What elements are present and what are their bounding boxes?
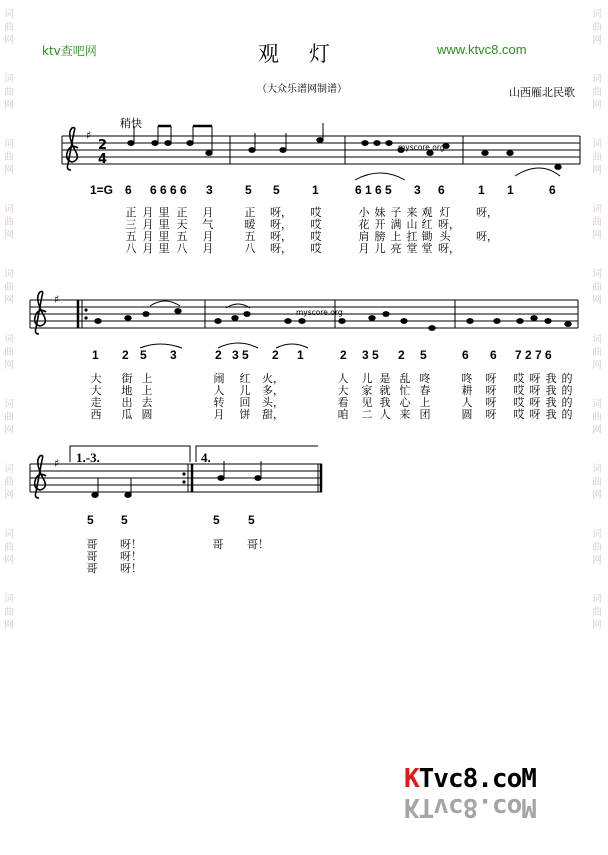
lyric-syllable: 西 — [90, 408, 102, 421]
watermark-char: 曲 — [4, 87, 14, 98]
watermark-char: 词 — [4, 269, 14, 280]
svg-text:♯: ♯ — [86, 129, 92, 142]
watermark-char: 曲 — [4, 347, 14, 358]
lyric-syllable: 五 — [244, 230, 256, 243]
watermark-char: 网 — [4, 425, 14, 436]
lyric-syllable: 儿 — [374, 242, 386, 255]
watermark-char: 词 — [592, 269, 602, 280]
jianpu-number: 5 — [87, 513, 94, 527]
lyric-syllable: 月 — [202, 242, 214, 255]
lyric-syllable: 红 — [421, 218, 433, 231]
lyric-syllable: 呀 — [529, 396, 541, 409]
lyric-syllable: 咚 — [461, 372, 473, 385]
lyric-syllable: 呀 — [485, 408, 497, 421]
lyric-syllable: 见 — [361, 396, 373, 409]
jianpu-number: 6 — [549, 183, 556, 197]
lyric-syllable: 月 — [142, 242, 154, 255]
jianpu-number: 3 5 — [232, 348, 249, 362]
lyric-syllable: 头， — [262, 396, 284, 409]
lyric-syllable: 的 — [561, 408, 573, 421]
lyric-syllable: 哎 — [513, 396, 525, 409]
jianpu-number: 3 — [170, 348, 177, 362]
watermark-char: 词 — [4, 74, 14, 85]
watermark-char: 网 — [592, 165, 602, 176]
lyric-syllable: 八 — [176, 242, 188, 255]
lyric-syllable: 火， — [262, 372, 284, 385]
lyric-syllable: 走 — [90, 396, 102, 409]
watermark-char: 曲 — [4, 152, 14, 163]
watermark-char: 网 — [592, 35, 602, 46]
lyric-syllable: 我 — [545, 384, 557, 397]
key-signature: 1=G — [90, 183, 114, 197]
lyric-syllable: 呀， — [438, 242, 460, 255]
lyric-syllable: 去 — [141, 396, 153, 409]
lyric-syllable: 满 — [390, 218, 402, 231]
watermark-char: 曲 — [592, 477, 602, 488]
treble-clef-icon — [35, 128, 78, 499]
lyric-syllable: 观 — [421, 206, 433, 219]
watermark-char: 词 — [592, 529, 602, 540]
watermark-char: 网 — [4, 100, 14, 111]
lyric-syllable: 月 — [142, 206, 154, 219]
jianpu-number: 2 — [215, 348, 222, 362]
jianpu-number: 6 — [438, 183, 445, 197]
lyric-syllable: 甜， — [262, 408, 284, 421]
lyric-syllable: 呀， — [270, 242, 292, 255]
lyric-syllable: 天 — [176, 218, 188, 231]
lyric-syllable: 上 — [141, 384, 153, 397]
watermark-char: 曲 — [592, 412, 602, 423]
lyric-syllable: 呀！ — [120, 550, 142, 563]
lyric-syllable: 妹 — [374, 206, 386, 219]
jianpu-number: 5 — [273, 183, 280, 197]
lyric-syllable: 看 — [337, 396, 349, 409]
watermark-char: 曲 — [592, 282, 602, 293]
svg-text:2: 2 — [98, 138, 108, 153]
lyric-syllable: 呀， — [270, 218, 292, 231]
watermark-char: 网 — [592, 555, 602, 566]
jianpu-number: 2 — [340, 348, 347, 362]
lyric-syllable: 街 — [121, 372, 133, 385]
lyric-syllable: 春 — [419, 384, 431, 397]
jianpu-number: 5 — [121, 513, 128, 527]
lyric-syllable: 堂 — [406, 242, 418, 255]
lyric-syllable: 转 — [213, 396, 225, 409]
watermark-char: 曲 — [4, 477, 14, 488]
watermark-char: 网 — [592, 100, 602, 111]
lyric-syllable: 大 — [90, 384, 102, 397]
lyric-syllable: 咚 — [419, 372, 431, 385]
lyric-syllable: 月 — [142, 230, 154, 243]
watermark-char: 曲 — [4, 412, 14, 423]
watermark-char: 词 — [4, 529, 14, 540]
jianpu-number: 3 — [414, 183, 421, 197]
site-url-right: www.ktvc8.com — [437, 42, 527, 57]
lyric-syllable: 哎 — [310, 242, 322, 255]
watermark-char: 词 — [4, 204, 14, 215]
lyric-syllable: 哎 — [310, 230, 322, 243]
lyric-syllable: 正 — [244, 206, 256, 219]
lyric-syllable: 咱 — [337, 408, 349, 421]
watermark-char: 曲 — [592, 152, 602, 163]
lyric-syllable: 山 — [406, 218, 418, 231]
lyric-syllable: 月 — [202, 230, 214, 243]
watermark-char: 网 — [592, 230, 602, 241]
lyric-syllable: 呀 — [529, 384, 541, 397]
lyric-syllable: 哥 — [86, 550, 98, 563]
lyric-syllable: 五 — [125, 230, 137, 243]
lyric-syllable: 呀 — [529, 372, 541, 385]
lyric-syllable: 二 — [361, 408, 373, 421]
lyric-syllable: 膀 — [374, 230, 386, 243]
watermark-char: 曲 — [592, 22, 602, 33]
lyric-syllable: 团 — [419, 408, 431, 421]
lyric-syllable: 花 — [358, 218, 370, 231]
lyric-syllable: 里 — [158, 206, 170, 219]
footer-logo: KTvc8.coM — [404, 764, 536, 794]
watermark-char: 网 — [4, 35, 14, 46]
lyric-syllable: 来 — [406, 206, 418, 219]
lyric-syllable: 乱 — [399, 372, 411, 385]
lyric-syllable: 来 — [399, 408, 411, 421]
lyric-syllable: 出 — [121, 396, 133, 409]
watermark-char: 网 — [592, 360, 602, 371]
watermark-char: 词 — [592, 464, 602, 475]
watermark-char: 网 — [4, 490, 14, 501]
watermark-char: 词 — [592, 594, 602, 605]
lyric-syllable: 的 — [561, 384, 573, 397]
lyric-syllable: 饼 — [239, 408, 251, 421]
lyric-syllable: 圆 — [461, 408, 473, 421]
lyric-syllable: 大 — [90, 372, 102, 385]
lyric-syllable: 呀！ — [120, 562, 142, 575]
jianpu-number: 6 — [490, 348, 497, 362]
jianpu-number: 2 — [398, 348, 405, 362]
lyric-syllable: 三 — [125, 218, 137, 231]
lyric-syllable: 大 — [337, 384, 349, 397]
watermark-char: 曲 — [592, 347, 602, 358]
footer-logo-reflection: KTvc8.coM — [404, 792, 536, 822]
lyric-syllable: 八 — [244, 242, 256, 255]
jianpu-number: 2 — [122, 348, 129, 362]
lyric-syllable: 哎 — [310, 218, 322, 231]
svg-text:♯: ♯ — [54, 457, 60, 470]
lyric-syllable: 呀， — [270, 206, 292, 219]
jianpu-number: 3 — [206, 183, 213, 197]
watermark-char: 网 — [4, 360, 14, 371]
lyric-syllable: 亮 — [390, 242, 402, 255]
lyric-syllable: 人 — [379, 408, 391, 421]
lyric-syllable: 哥 — [86, 538, 98, 551]
lyric-syllable: 是 — [379, 372, 391, 385]
jianpu-number: 6 — [462, 348, 469, 362]
lyric-syllable: 呀 — [529, 408, 541, 421]
lyric-syllable: 哥 — [86, 562, 98, 575]
lyric-syllable: 里 — [158, 218, 170, 231]
lyric-syllable: 地 — [121, 384, 133, 397]
lyric-syllable: 头 — [439, 230, 451, 243]
lyric-syllable: 开 — [374, 218, 386, 231]
watermark-char: 曲 — [592, 542, 602, 553]
volta-1: 1.-3. — [76, 450, 100, 465]
lyric-syllable: 气 — [202, 218, 214, 231]
inline-watermark: myscore.org — [296, 308, 343, 317]
lyric-syllable: 呀， — [476, 230, 498, 243]
lyric-syllable: 堂 — [421, 242, 433, 255]
jianpu-number: 1 — [507, 183, 514, 197]
score-source: （大众乐谱网制谱） — [257, 84, 347, 95]
watermark-char: 网 — [4, 555, 14, 566]
jianpu-number: 1 — [92, 348, 99, 362]
watermark-char: 曲 — [4, 22, 14, 33]
lyric-syllable: 儿 — [361, 372, 373, 385]
watermark-char: 曲 — [4, 282, 14, 293]
lyric-syllable: 呀 — [485, 384, 497, 397]
lyric-syllable: 呀， — [476, 206, 498, 219]
lyric-syllable: 我 — [545, 408, 557, 421]
lyric-syllable: 上 — [141, 372, 153, 385]
song-origin: 山西雁北民歌 — [509, 86, 575, 99]
watermark-char: 网 — [4, 165, 14, 176]
lyric-syllable: 呀！ — [120, 538, 142, 551]
staff-system-3 — [30, 446, 322, 492]
watermark-char: 曲 — [592, 217, 602, 228]
tempo-marking: 稍快 — [120, 117, 142, 130]
watermark-char: 词 — [4, 9, 14, 20]
watermark-char: 网 — [592, 620, 602, 631]
watermark-char: 词 — [592, 399, 602, 410]
lyric-syllable: 忙 — [399, 384, 411, 397]
jianpu-number: 3 5 — [362, 348, 379, 362]
svg-text:♯: ♯ — [54, 293, 60, 306]
watermark-char: 曲 — [592, 607, 602, 618]
watermark-char: 曲 — [592, 87, 602, 98]
volta-2: 4. — [201, 450, 211, 465]
watermark-char: 网 — [592, 490, 602, 501]
watermark-char: 网 — [592, 295, 602, 306]
watermark-char: 词 — [4, 399, 14, 410]
site-name-left: ktv查吧网 — [42, 44, 97, 58]
watermark-char: 网 — [592, 425, 602, 436]
lyric-syllable: 人 — [337, 372, 349, 385]
lyric-syllable: 我 — [379, 396, 391, 409]
lyric-syllable: 红 — [239, 372, 251, 385]
watermark-char: 词 — [4, 594, 14, 605]
watermark-char: 曲 — [4, 607, 14, 618]
jianpu-number: 5 — [245, 183, 252, 197]
lyric-syllable: 哎 — [513, 384, 525, 397]
lyric-syllable: 多， — [262, 384, 284, 397]
inline-watermark: myscore.org — [398, 143, 445, 152]
watermark-char: 词 — [4, 139, 14, 150]
lyric-syllable: 我 — [545, 396, 557, 409]
lyric-syllable: 哎 — [513, 372, 525, 385]
lyric-syllable: 月 — [358, 242, 370, 255]
lyric-syllable: 呀 — [485, 396, 497, 409]
lyric-syllable: 五 — [176, 230, 188, 243]
lyric-syllable: 里 — [158, 242, 170, 255]
lyric-syllable: 瓜 — [121, 408, 133, 421]
lyric-syllable: 呀， — [270, 230, 292, 243]
lyric-syllable: 正 — [125, 206, 137, 219]
watermark-char: 网 — [4, 295, 14, 306]
lyric-syllable: 子 — [390, 206, 402, 219]
watermark-char: 词 — [592, 74, 602, 85]
lyric-syllable: 锄 — [421, 230, 433, 243]
lyric-syllable: 闹 — [213, 372, 225, 385]
watermark-char: 网 — [4, 620, 14, 631]
jianpu-number: 5 — [420, 348, 427, 362]
jianpu-number: 6 6 6 — [150, 183, 177, 197]
lyric-syllable: 里 — [158, 230, 170, 243]
jianpu-number: 2 — [272, 348, 279, 362]
jianpu-number: 5 — [248, 513, 255, 527]
watermark-char: 曲 — [4, 217, 14, 228]
jianpu-number: 1 — [312, 183, 319, 197]
watermark-char: 词 — [4, 464, 14, 475]
jianpu-number: 6 — [180, 183, 187, 197]
jianpu-number: 7 2 7 6 — [515, 348, 552, 362]
watermark-char: 网 — [4, 230, 14, 241]
jianpu-number: 1 — [478, 183, 485, 197]
watermark-char: 词 — [592, 204, 602, 215]
lyric-syllable: 上 — [419, 396, 431, 409]
lyric-syllable: 扛 — [406, 230, 418, 243]
lyric-syllable: 回 — [239, 396, 251, 409]
lyric-syllable: 呀， — [438, 218, 460, 231]
lyric-syllable: 正 — [176, 206, 188, 219]
watermark-char: 词 — [592, 334, 602, 345]
jianpu-number: 6 — [125, 183, 132, 197]
watermark-char: 词 — [4, 334, 14, 345]
lyric-syllable: 哎 — [310, 206, 322, 219]
lyric-syllable: 灯 — [439, 206, 451, 219]
lyric-syllable: 的 — [561, 396, 573, 409]
lyric-syllable: 月 — [142, 218, 154, 231]
lyric-syllable: 八 — [125, 242, 137, 255]
lyric-syllable: 耕 — [461, 384, 473, 397]
lyric-syllable: 月 — [213, 408, 225, 421]
lyric-syllable: 心 — [399, 396, 411, 409]
lyric-syllable: 人 — [213, 384, 225, 397]
lyric-syllable: 月 — [202, 206, 214, 219]
jianpu-number: 5 — [213, 513, 220, 527]
watermark-char: 曲 — [4, 542, 14, 553]
lyric-syllable: 儿 — [239, 384, 251, 397]
lyric-syllable: 小 — [358, 206, 370, 219]
lyric-syllable: 肩 — [358, 230, 370, 243]
lyric-syllable: 就 — [379, 384, 391, 397]
lyric-syllable: 哎 — [513, 408, 525, 421]
jianpu-number: 6 1 6 5 — [355, 183, 392, 197]
lyric-syllable: 家 — [361, 384, 373, 397]
song-title: 观灯 — [258, 42, 360, 66]
jianpu-number: 1 — [297, 348, 304, 362]
lyric-syllable: 暖 — [244, 218, 256, 231]
watermark-char: 词 — [592, 139, 602, 150]
svg-text:4: 4 — [98, 152, 108, 167]
watermark-char: 词 — [592, 9, 602, 20]
lyric-syllable: 哥 — [212, 538, 224, 551]
lyric-syllable: 我 — [545, 372, 557, 385]
lyric-syllable: 的 — [561, 372, 573, 385]
lyric-syllable: 上 — [390, 230, 402, 243]
lyric-syllable: 人 — [461, 396, 473, 409]
jianpu-number: 5 — [140, 348, 147, 362]
lyric-syllable: 呀 — [485, 372, 497, 385]
lyric-syllable: 哥！ — [247, 538, 269, 551]
lyric-syllable: 圆 — [141, 408, 153, 421]
